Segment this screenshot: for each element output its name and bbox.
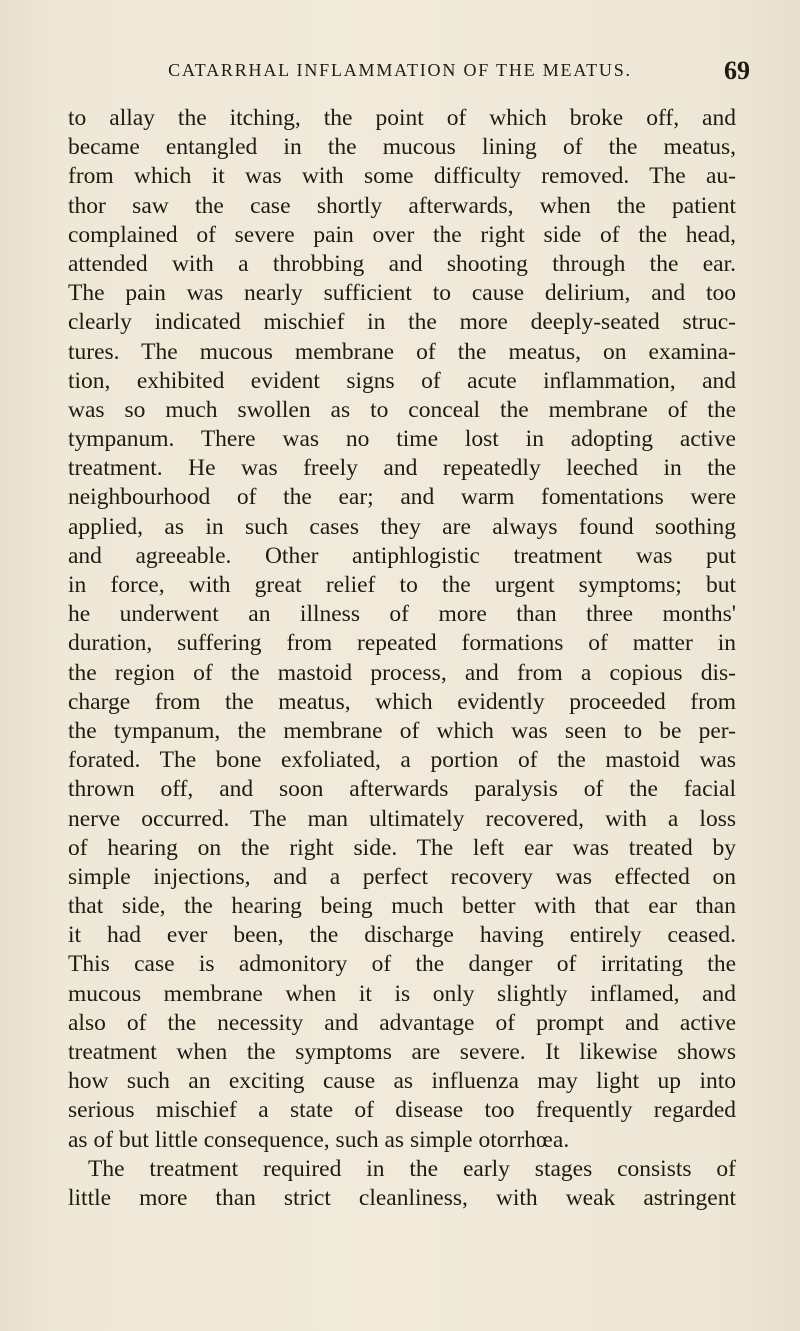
text-line: treatment when the symptoms are severe. It likewise shows [68,1039,736,1065]
text-line: little more than strict cleanliness, with weak astringent [68,1184,736,1211]
text-line: was so much swollen as to conceal the membrane of the [68,396,736,423]
text-line: it had ever been, the discharge having entirely ceased. [68,922,736,949]
text-line: clearly indicated mischief in the more deeply-seated struc- [68,309,736,336]
text-line: duration, suffering from repeated formations of matter in [68,630,736,657]
text-line: and agreeable. Other antiphlogistic treatment was put [68,542,736,569]
text-line: applied, as in such cases they are always found soothing [68,513,736,540]
text-line: complained of severe pain over the right side of the head, [68,221,736,248]
text-line: that side, the hearing being much better with that ear than [68,893,736,920]
running-head [0,58,800,88]
text-line: neighbourhood of the ear; and warm fomentations were [68,484,736,511]
text-line: thor saw the case shortly afterwards, when the patient [68,192,736,219]
text-line: the tympanum, the membrane of which was seen to be per- [68,717,736,744]
text-line: he underwent an illness of more than three months' [68,601,736,628]
text-line: serious mischief a state of disease too frequently regarded [68,1097,736,1124]
text-line: in force, with great relief to the urgent symptoms; but [68,572,736,598]
text-line: how such an exciting cause as influenza may light up into [68,1068,736,1095]
text-line: also of the necessity and advantage of prompt and active [68,1009,736,1036]
text-line: This case is admonitory of the danger of irritating the [68,951,736,978]
text-line: simple injections, and a perfect recovery was effected on [68,863,736,890]
text-line: thrown off, and soon afterwards paralysis of the facial [68,776,736,803]
text-line: tympanum. There was no time lost in adopting active [68,426,736,453]
text-line: The pain was nearly sufficient to cause delirium, and too [68,280,736,307]
body-text [68,104,736,1213]
text-line: became entangled in the mucous lining of the meatus, [68,134,736,161]
text-line: tures. The mucous membrane of the meatus, on examina- [68,338,736,365]
text-line: as of but little consequence, such as simple otorrhœa. [68,1126,570,1153]
text-line: of hearing on the right side. The left ear was treated by [68,834,736,861]
text-line: forated. The bone exfoliated, a portion of the mastoid was [68,747,736,774]
running-head-title: CATARRHAL INFLAMMATION OF THE MEATUS. [168,60,632,80]
text-line: nerve occurred. The man ultimately recovered, with a loss [68,805,736,832]
text-line: tion, exhibited evident signs of acute inflammation, and [68,367,736,394]
text-line: The treatment required in the early stages consists of [88,1155,736,1182]
text-line: the region of the mastoid process, and from a copious dis- [68,659,736,686]
text-line: attended with a throbbing and shooting through the ear. [68,250,736,277]
text-line: mucous membrane when it is only slightly inflamed, and [68,980,736,1007]
text-line: charge from the meatus, which evidently proceeded from [68,688,736,715]
text-line: treatment. He was freely and repeatedly leeched in the [68,455,736,482]
page-number: 69 [724,56,750,85]
text-line: to allay the itching, the point of which broke off, and [68,105,736,131]
text-line: from which it was with some difficulty removed. The au- [68,163,736,190]
